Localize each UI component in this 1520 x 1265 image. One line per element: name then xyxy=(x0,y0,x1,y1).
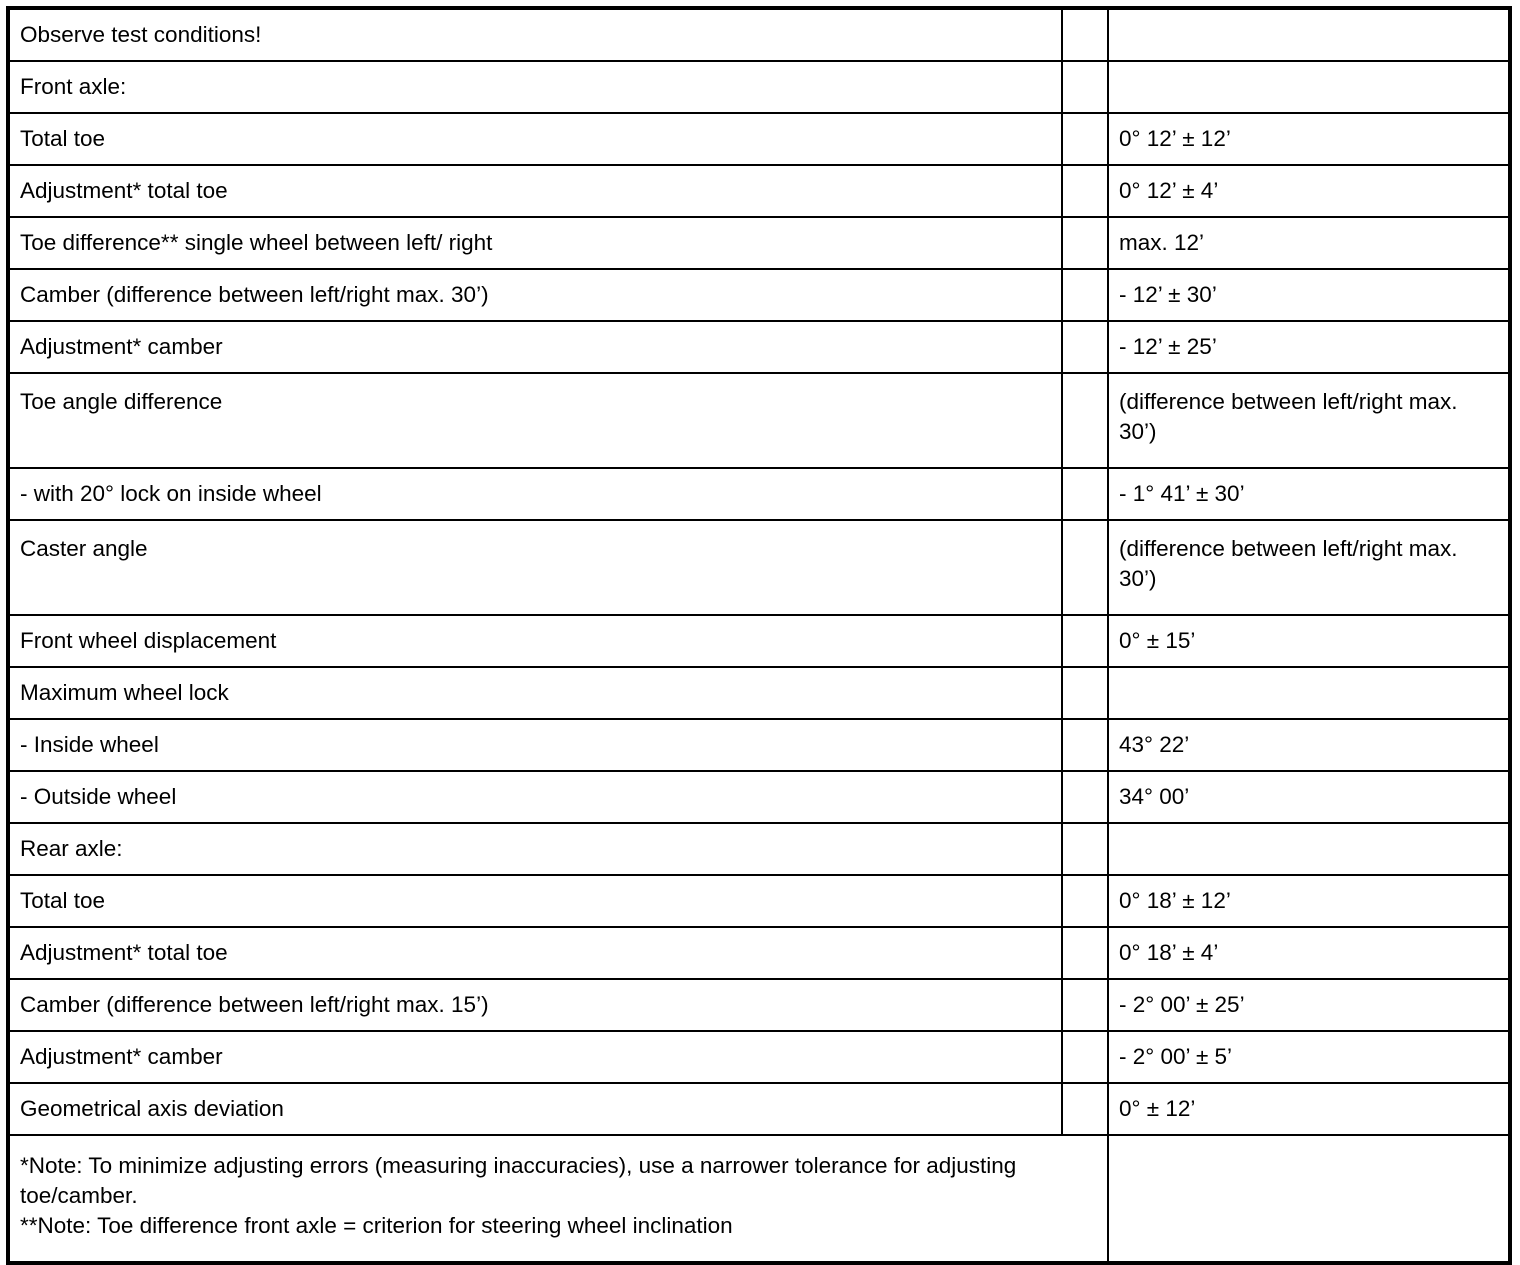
table-row xyxy=(8,667,1510,719)
spec-value: 0° ± 12’ xyxy=(1108,1083,1510,1135)
note-adjustment: *Note: To minimize adjusting errors (measuring inaccuracies), use a narrower tolerance for adjusting toe/camber. xyxy=(20,1153,1017,1208)
spec-empty-cell xyxy=(1062,373,1108,468)
notes-empty-cell xyxy=(1108,1135,1510,1263)
spec-value: (difference between left/right max. 30’) xyxy=(1108,373,1510,468)
table-row xyxy=(8,1083,1510,1135)
spec-label: Observe test conditions! xyxy=(8,8,1062,61)
spec-empty-cell xyxy=(1062,1083,1108,1135)
spec-value: max. 12’ xyxy=(1108,217,1510,269)
note-toe-difference: **Note: Toe difference front axle = criterion for steering wheel inclination xyxy=(20,1213,733,1238)
spec-label: Adjustment* camber xyxy=(8,1031,1062,1083)
spec-value: - 1° 41’ ± 30’ xyxy=(1108,468,1510,520)
spec-label: Adjustment* total toe xyxy=(8,165,1062,217)
spec-label: Total toe xyxy=(8,875,1062,927)
spec-value: - 12’ ± 25’ xyxy=(1108,321,1510,373)
table-row xyxy=(8,468,1510,520)
spec-empty-cell xyxy=(1062,823,1108,875)
spec-label: Geometrical axis deviation xyxy=(8,1083,1062,1135)
spec-empty-cell xyxy=(1062,321,1108,373)
table-row xyxy=(8,823,1510,875)
spec-label: Toe angle difference xyxy=(8,373,1062,468)
spec-value xyxy=(1108,823,1510,875)
spec-label: - Inside wheel xyxy=(8,719,1062,771)
spec-label: Rear axle: xyxy=(8,823,1062,875)
table-row xyxy=(8,373,1510,468)
table-row xyxy=(8,615,1510,667)
spec-empty-cell xyxy=(1062,61,1108,113)
spec-empty-cell xyxy=(1062,113,1108,165)
spec-label: Total toe xyxy=(8,113,1062,165)
table-row xyxy=(8,113,1510,165)
spec-empty-cell xyxy=(1062,468,1108,520)
spec-label: - Outside wheel xyxy=(8,771,1062,823)
spec-value: 0° 18’ ± 4’ xyxy=(1108,927,1510,979)
spec-value xyxy=(1108,8,1510,61)
spec-value: 0° 12’ ± 4’ xyxy=(1108,165,1510,217)
notes-cell xyxy=(8,1135,1108,1263)
spec-value xyxy=(1108,61,1510,113)
spec-label: Maximum wheel lock xyxy=(8,667,1062,719)
spec-empty-cell xyxy=(1062,1031,1108,1083)
spec-empty-cell xyxy=(1062,615,1108,667)
spec-empty-cell xyxy=(1062,771,1108,823)
spec-label: Adjustment* total toe xyxy=(8,927,1062,979)
table-row xyxy=(8,217,1510,269)
spec-empty-cell xyxy=(1062,217,1108,269)
spec-empty-cell xyxy=(1062,719,1108,771)
table-row xyxy=(8,719,1510,771)
spec-value: 43° 22’ xyxy=(1108,719,1510,771)
spec-empty-cell xyxy=(1062,667,1108,719)
spec-empty-cell xyxy=(1062,927,1108,979)
spec-label: Camber (difference between left/right max. 15’) xyxy=(8,979,1062,1031)
spec-empty-cell xyxy=(1062,269,1108,321)
table-row xyxy=(8,520,1510,615)
spec-label: Front wheel displacement xyxy=(8,615,1062,667)
table-row xyxy=(8,771,1510,823)
spec-value: 34° 00’ xyxy=(1108,771,1510,823)
table-row xyxy=(8,875,1510,927)
table-row xyxy=(8,269,1510,321)
table-row xyxy=(8,979,1510,1031)
spec-empty-cell xyxy=(1062,979,1108,1031)
spec-label: Toe difference** single wheel between left/ right xyxy=(8,217,1062,269)
wheel-alignment-spec-table xyxy=(6,6,1512,1265)
spec-empty-cell xyxy=(1062,520,1108,615)
table-row xyxy=(8,61,1510,113)
spec-value: - 2° 00’ ± 5’ xyxy=(1108,1031,1510,1083)
spec-empty-cell xyxy=(1062,165,1108,217)
spec-value: 0° ± 15’ xyxy=(1108,615,1510,667)
table-row xyxy=(8,8,1510,61)
spec-value: 0° 18’ ± 12’ xyxy=(1108,875,1510,927)
table-row xyxy=(8,165,1510,217)
spec-value: (difference between left/right max. 30’) xyxy=(1108,520,1510,615)
spec-label: Front axle: xyxy=(8,61,1062,113)
spec-value: 0° 12’ ± 12’ xyxy=(1108,113,1510,165)
table-row xyxy=(8,1031,1510,1083)
spec-empty-cell xyxy=(1062,8,1108,61)
table-row xyxy=(8,927,1510,979)
spec-value: - 2° 00’ ± 25’ xyxy=(1108,979,1510,1031)
notes-row xyxy=(8,1135,1510,1263)
spec-empty-cell xyxy=(1062,875,1108,927)
spec-label: Camber (difference between left/right max. 30’) xyxy=(8,269,1062,321)
spec-label: Caster angle xyxy=(8,520,1062,615)
table-row xyxy=(8,321,1510,373)
spec-value: - 12’ ± 30’ xyxy=(1108,269,1510,321)
spec-value xyxy=(1108,667,1510,719)
spec-label: Adjustment* camber xyxy=(8,321,1062,373)
spec-label: - with 20° lock on inside wheel xyxy=(8,468,1062,520)
